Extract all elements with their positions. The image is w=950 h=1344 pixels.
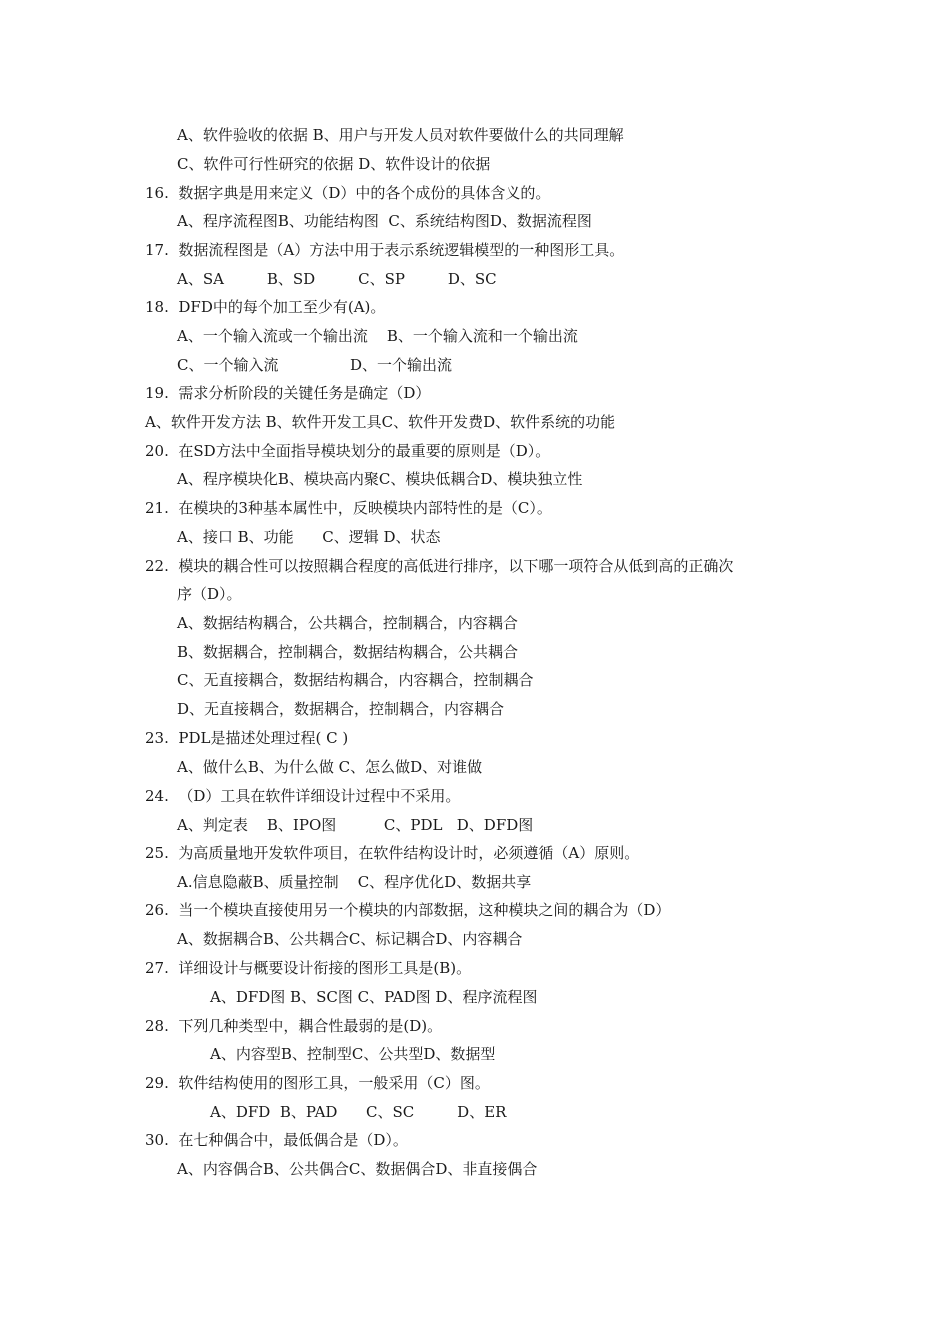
question-line: 16. 数据字典是用来定义（D）中的各个成份的具体含义的。 xyxy=(145,184,551,202)
question-line: 30. 在七种偶合中，最低偶合是（D）。 xyxy=(145,1131,408,1149)
option-line: A、内容型B、控制型C、公共型D、数据型 xyxy=(210,1045,496,1063)
question-line: 25. 为高质量地开发软件项目，在软件结构设计时，必须遵循（A）原则。 xyxy=(145,844,640,862)
question-line: 23. PDL是描述处理过程( C ) xyxy=(145,729,349,747)
option-line: A、DFD图 B、SC图 C、PAD图 D、程序流程图 xyxy=(210,988,538,1006)
option-line: C、软件可行性研究的依据 D、软件设计的依据 xyxy=(177,155,491,173)
option-line: A、数据结构耦合，公共耦合，控制耦合，内容耦合 xyxy=(177,614,518,632)
option-line: A.信息隐蔽B、质量控制 C、程序优化D、数据共享 xyxy=(177,873,532,891)
question-continuation: 序（D）。 xyxy=(177,585,242,603)
option-line: A、内容偶合B、公共偶合C、数据偶合D、非直接偶合 xyxy=(177,1160,538,1178)
question-line: 22. 模块的耦合性可以按照耦合程度的高低进行排序，以下哪一项符合从低到高的正确次 xyxy=(145,557,734,575)
question-line: 29. 软件结构使用的图形工具，一般采用（C）图。 xyxy=(145,1074,490,1092)
option-line: A、软件开发方法 B、软件开发工具C、软件开发费D、软件系统的功能 xyxy=(145,413,616,431)
option-line: C、无直接耦合，数据结构耦合，内容耦合，控制耦合 xyxy=(177,671,534,689)
option-line: A、程序流程图B、功能结构图 C、系统结构图D、数据流程图 xyxy=(177,212,592,230)
question-line: 20. 在SD方法中全面指导模块划分的最重要的原则是（D）。 xyxy=(145,442,551,460)
question-line: 17. 数据流程图是（A）方法中用于表示系统逻辑模型的一种图形工具。 xyxy=(145,241,625,259)
option-line: D、无直接耦合，数据耦合，控制耦合，内容耦合 xyxy=(177,700,505,718)
question-line: 27. 详细设计与概要设计衔接的图形工具是(B)。 xyxy=(145,959,472,977)
question-line: 24. （D）工具在软件详细设计过程中不采用。 xyxy=(145,787,461,805)
option-line: A、DFD B、PAD C、SC D、ER xyxy=(210,1103,507,1121)
option-line: A、一个输入流或一个输出流 B、一个输入流和一个输出流 xyxy=(177,327,578,345)
question-line: 18. DFD中的每个加工至少有(A)。 xyxy=(145,298,386,316)
question-line: 28. 下列几种类型中，耦合性最弱的是(D)。 xyxy=(145,1017,443,1035)
option-line: A、接口 B、功能 C、逻辑 D、状态 xyxy=(177,528,441,546)
option-line: A、做什么B、为什么做 C、怎么做D、对谁做 xyxy=(177,758,483,776)
option-line: A、SA B、SD C、SP D、SC xyxy=(177,270,497,288)
question-line: 21. 在模块的3种基本属性中，反映模块内部特性的是（C）。 xyxy=(145,499,552,517)
option-line: A、软件验收的依据 B、用户与开发人员对软件要做什么的共同理解 xyxy=(177,126,624,144)
option-line: C、一个输入流 D、一个输出流 xyxy=(177,356,453,374)
option-line: A、判定表 B、IPO图 C、PDL D、DFD图 xyxy=(177,816,534,834)
option-line: A、数据耦合B、公共耦合C、标记耦合D、内容耦合 xyxy=(177,930,523,948)
question-line: 19. 需求分析阶段的关键任务是确定（D） xyxy=(145,384,431,402)
option-line: B、数据耦合，控制耦合，数据结构耦合，公共耦合 xyxy=(177,643,519,661)
option-line: A、程序模块化B、模块高内聚C、模块低耦合D、模块独立性 xyxy=(177,470,583,488)
question-line: 26. 当一个模块直接使用另一个模块的内部数据，这种模块之间的耦合为（D） xyxy=(145,901,671,919)
